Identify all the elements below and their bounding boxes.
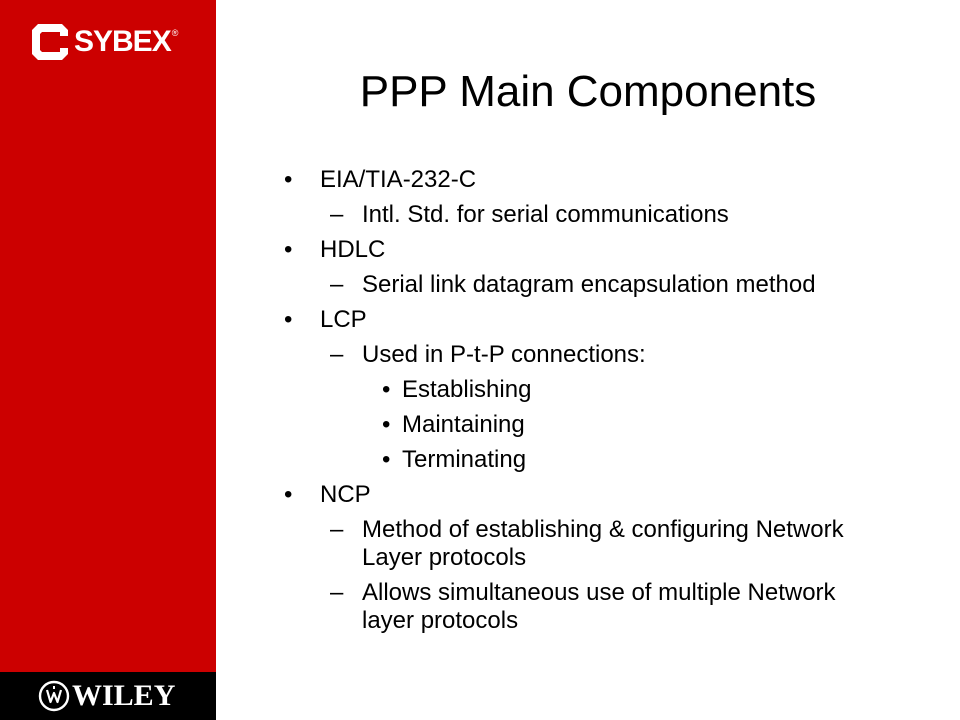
sub-bullet-text: Used in P-t-P connections:: [362, 341, 646, 368]
dash-marker: –: [330, 341, 344, 368]
sub-bullet-text: Allows simultaneous use of multiple Network: [362, 579, 836, 606]
registered-mark: ®: [171, 28, 179, 38]
sub-bullet-text: Intl. Std. for serial communications: [362, 201, 729, 228]
dash-marker: –: [330, 271, 344, 298]
dash-marker: –: [330, 516, 344, 543]
sub-sub-bullet-text: Establishing: [402, 376, 532, 403]
sybex-logo: [30, 20, 178, 64]
dash-marker: –: [330, 201, 344, 228]
sub-bullet-text: Serial link datagram encapsulation method: [362, 271, 816, 298]
bullet-marker: •: [284, 306, 293, 333]
bullet-marker: •: [284, 236, 293, 263]
bullet-marker: •: [382, 376, 391, 403]
sub-bullet-text: Method of establishing & configuring Network: [362, 516, 844, 543]
sub-sub-bullet-text: Terminating: [402, 446, 527, 473]
sub-bullet-text: layer protocols: [362, 607, 519, 634]
bullet-marker: •: [382, 411, 391, 438]
sub-sub-bullet-text: Maintaining: [402, 411, 525, 438]
slide-title: PPP Main Components: [359, 67, 817, 116]
bullet-marker: •: [382, 446, 391, 473]
sybex-logo-icon: [30, 22, 70, 62]
bullet-marker: •: [284, 166, 293, 193]
wiley-wordmark: WILEY: [72, 679, 176, 712]
bullet-marker: •: [284, 481, 293, 508]
sybex-wordmark: SYBEX: [74, 25, 171, 58]
sub-bullet-text: Layer protocols: [362, 544, 527, 571]
bullet-text: EIA/TIA-232-C: [320, 166, 477, 193]
bullet-text: NCP: [320, 481, 371, 508]
bullet-text: LCP: [320, 306, 367, 333]
dash-marker: –: [330, 579, 344, 606]
red-sidebar: [0, 0, 216, 720]
wiley-logo: [38, 678, 175, 714]
bullet-text: HDLC: [320, 236, 386, 263]
wiley-crest-icon: [38, 680, 70, 712]
